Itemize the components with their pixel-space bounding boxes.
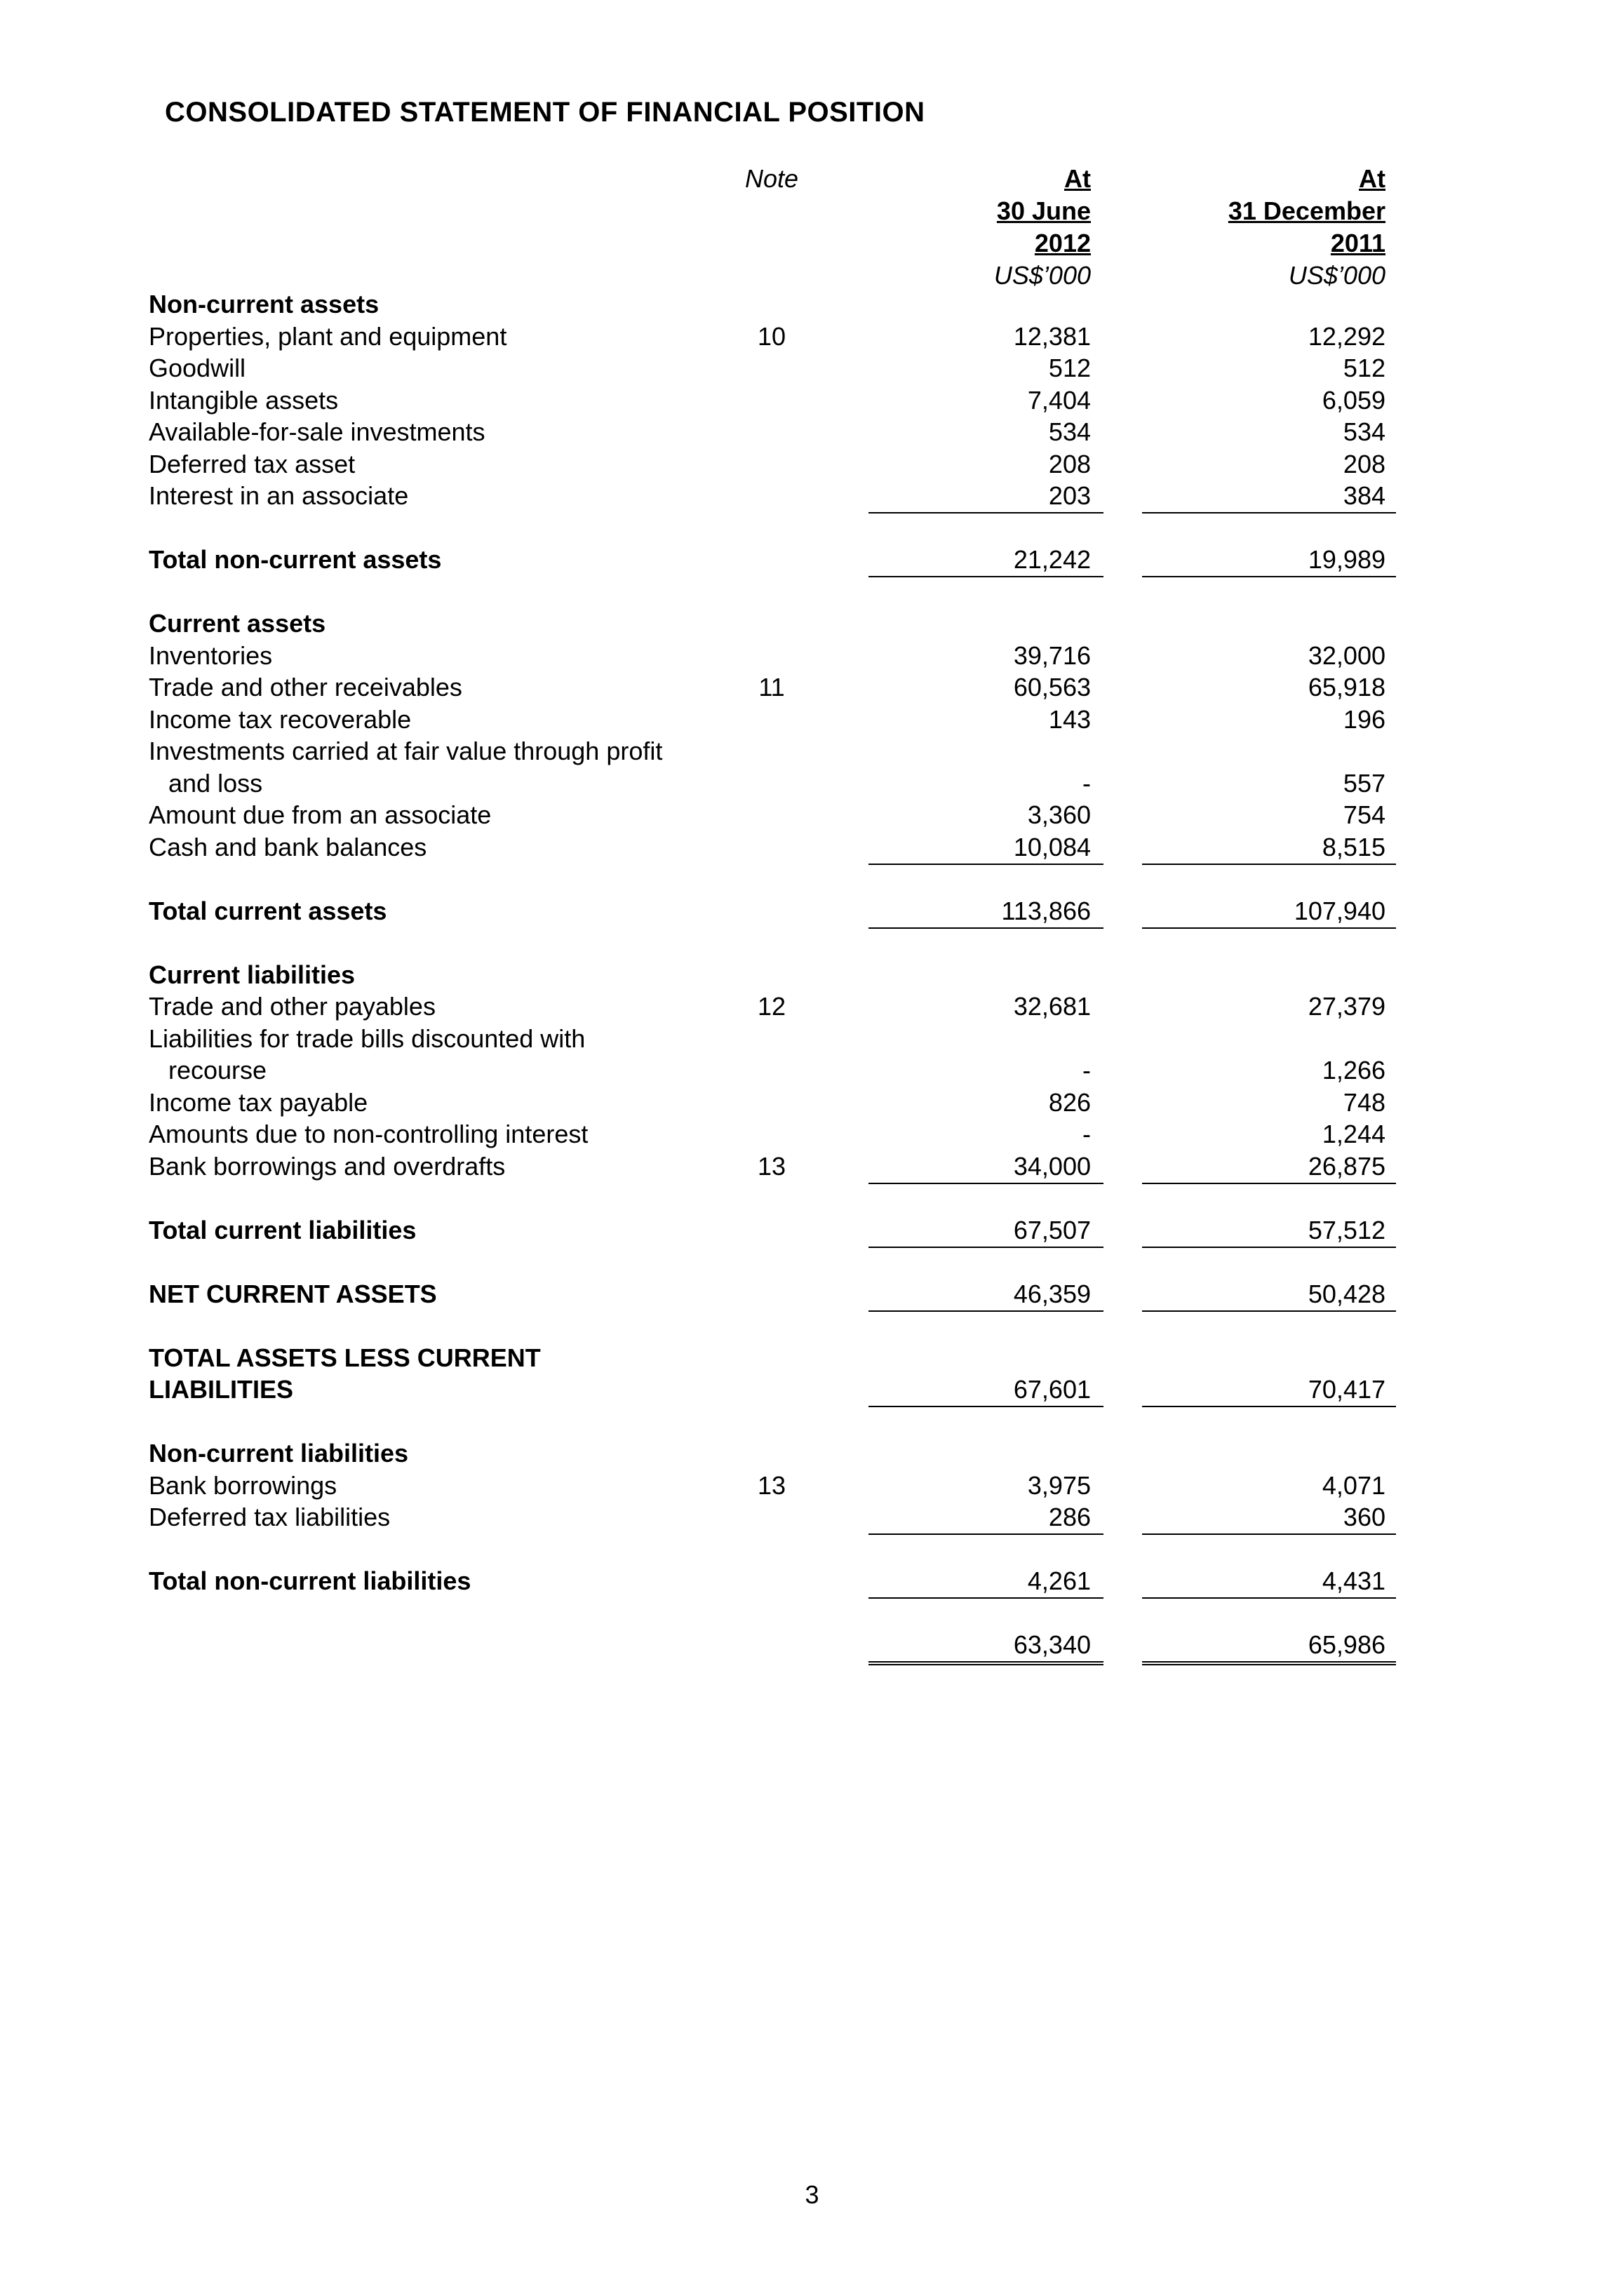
row-note: 13 — [757, 1151, 786, 1181]
note-column-header: Note — [744, 164, 799, 193]
total-underline — [868, 1597, 1103, 1599]
value-2011: 65,986 — [1308, 1630, 1385, 1659]
row-label: recourse — [168, 1056, 267, 1085]
row-label: Income tax recoverable — [149, 704, 412, 734]
row-label: Goodwill — [149, 354, 246, 382]
value-2011: 748 — [1343, 1087, 1385, 1117]
value-2012: 3,360 — [1027, 800, 1091, 829]
total-underline — [1142, 927, 1396, 929]
value-2011: 65,918 — [1308, 673, 1385, 701]
total-underline — [1142, 1406, 1396, 1407]
row-note: 12 — [757, 992, 786, 1021]
value-2012: 7,404 — [1027, 385, 1091, 415]
row-label: Income tax payable — [149, 1087, 368, 1117]
row-label: Available-for-sale investments — [149, 417, 485, 446]
value-2011: 12,292 — [1308, 321, 1385, 351]
value-2012: 826 — [1048, 1087, 1091, 1117]
col1-year: 2012 — [1034, 229, 1091, 257]
value-2012: 286 — [1048, 1503, 1091, 1531]
col1-unit: US$’000 — [993, 261, 1091, 290]
row-label: Total current assets — [149, 896, 387, 925]
value-2012: 3,975 — [1027, 1470, 1091, 1500]
row-label: Intangible assets — [149, 385, 339, 415]
total-underline — [1142, 864, 1396, 865]
row-label: Trade and other payables — [149, 992, 436, 1021]
value-2011: 32,000 — [1308, 640, 1385, 670]
value-2011: 4,071 — [1322, 1470, 1385, 1500]
value-2012: 534 — [1048, 417, 1091, 446]
col2-year: 2011 — [1330, 229, 1385, 257]
total-underline — [868, 1183, 1103, 1184]
value-2012: 67,507 — [1013, 1215, 1091, 1244]
row-label: Deferred tax liabilities — [149, 1503, 391, 1531]
total-underline — [1142, 512, 1396, 513]
row-label: Bank borrowings and overdrafts — [149, 1151, 506, 1181]
value-2012: 12,381 — [1013, 321, 1091, 351]
row-label: Trade and other receivables — [149, 673, 462, 701]
row-note: 11 — [758, 673, 785, 701]
value-2011: 196 — [1343, 704, 1385, 734]
col1-date: 30 June — [996, 196, 1091, 225]
col1-at: At — [1064, 164, 1091, 193]
total-underline — [1142, 1533, 1396, 1535]
value-2011: 26,875 — [1308, 1151, 1385, 1181]
row-label: Current liabilities — [149, 960, 356, 989]
row-label: LIABILITIES — [149, 1375, 293, 1404]
total-underline — [1142, 1597, 1396, 1599]
statement-title: CONSOLIDATED STATEMENT OF FINANCIAL POSITION — [165, 97, 925, 128]
value-2012: 4,261 — [1027, 1566, 1091, 1595]
value-2012: 208 — [1048, 449, 1091, 478]
row-label: Bank borrowings — [149, 1470, 337, 1500]
page-number: 3 — [805, 2180, 819, 2209]
row-label: Interest in an associate — [149, 481, 409, 510]
row-label: and loss — [168, 768, 263, 798]
total-underline — [868, 927, 1103, 929]
value-2011: 1,244 — [1322, 1120, 1385, 1148]
value-2012: 67,601 — [1013, 1375, 1091, 1404]
total-underline — [1142, 1247, 1396, 1248]
col2-unit: US$’000 — [1288, 261, 1385, 290]
value-2012: 34,000 — [1013, 1151, 1091, 1181]
total-underline — [1142, 1310, 1396, 1312]
row-label: Total non-current assets — [149, 545, 442, 574]
col2-at: At — [1359, 164, 1385, 193]
value-2011: 27,379 — [1308, 992, 1385, 1021]
row-note: 13 — [757, 1470, 786, 1500]
row-label: Amounts due to non-controlling interest — [149, 1120, 589, 1148]
row-label: Deferred tax asset — [149, 449, 356, 478]
value-2011: 534 — [1343, 417, 1385, 446]
value-2012: 32,681 — [1013, 992, 1091, 1021]
value-2011: 50,428 — [1308, 1279, 1385, 1308]
total-underline — [868, 1247, 1103, 1248]
row-label: Current assets — [149, 609, 326, 638]
value-2011: 1,266 — [1322, 1056, 1385, 1085]
row-label: TOTAL ASSETS LESS CURRENT — [149, 1343, 541, 1372]
value-2012: 39,716 — [1013, 640, 1091, 670]
total-underline — [1142, 576, 1396, 577]
value-2012: - — [1082, 1056, 1091, 1085]
row-label: Properties, plant and equipment — [149, 321, 507, 351]
total-underline — [868, 864, 1103, 865]
double-underline — [1142, 1661, 1396, 1665]
value-2011: 557 — [1343, 768, 1385, 798]
value-2012: 203 — [1048, 481, 1091, 510]
value-2011: 8,515 — [1322, 832, 1385, 861]
row-label: Cash and bank balances — [149, 832, 427, 861]
value-2011: 57,512 — [1308, 1215, 1385, 1244]
total-underline — [868, 1310, 1103, 1312]
value-2011: 6,059 — [1322, 385, 1385, 415]
value-2012: 21,242 — [1013, 545, 1091, 574]
value-2012: 63,340 — [1013, 1630, 1091, 1659]
value-2011: 107,940 — [1294, 896, 1385, 925]
value-2011: 70,417 — [1308, 1375, 1385, 1404]
row-label: Investments carried at fair value through profit — [149, 737, 663, 765]
value-2012: 113,866 — [1001, 896, 1091, 925]
value-2012: - — [1082, 1120, 1091, 1148]
row-label: Non-current assets — [149, 290, 380, 318]
value-2012: - — [1082, 768, 1091, 798]
value-2011: 512 — [1343, 354, 1385, 382]
total-underline — [868, 576, 1103, 577]
value-2011: 384 — [1343, 481, 1385, 510]
total-underline — [868, 1406, 1103, 1407]
total-underline — [1142, 1183, 1396, 1184]
row-label: Liabilities for trade bills discounted with — [149, 1023, 586, 1053]
value-2012: 143 — [1048, 704, 1091, 734]
value-2012: 512 — [1048, 354, 1091, 382]
value-2011: 208 — [1343, 449, 1385, 478]
total-underline — [868, 1533, 1103, 1535]
value-2012: 10,084 — [1013, 832, 1091, 861]
row-label: Non-current liabilities — [149, 1439, 409, 1468]
row-label: Total non-current liabilities — [149, 1566, 471, 1595]
col2-date: 31 December — [1228, 196, 1385, 225]
value-2012: 60,563 — [1013, 673, 1091, 701]
value-2011: 19,989 — [1308, 545, 1385, 574]
value-2011: 360 — [1343, 1503, 1385, 1531]
row-label: Amount due from an associate — [149, 800, 492, 829]
total-underline — [868, 512, 1103, 513]
row-note: 10 — [757, 321, 786, 351]
row-label: NET CURRENT ASSETS — [149, 1279, 437, 1308]
value-2011: 754 — [1343, 800, 1385, 829]
row-label: Inventories — [149, 640, 273, 670]
row-label: Total current liabilities — [149, 1215, 417, 1244]
value-2012: 46,359 — [1013, 1279, 1091, 1308]
value-2011: 4,431 — [1322, 1566, 1385, 1595]
double-underline — [868, 1661, 1103, 1665]
